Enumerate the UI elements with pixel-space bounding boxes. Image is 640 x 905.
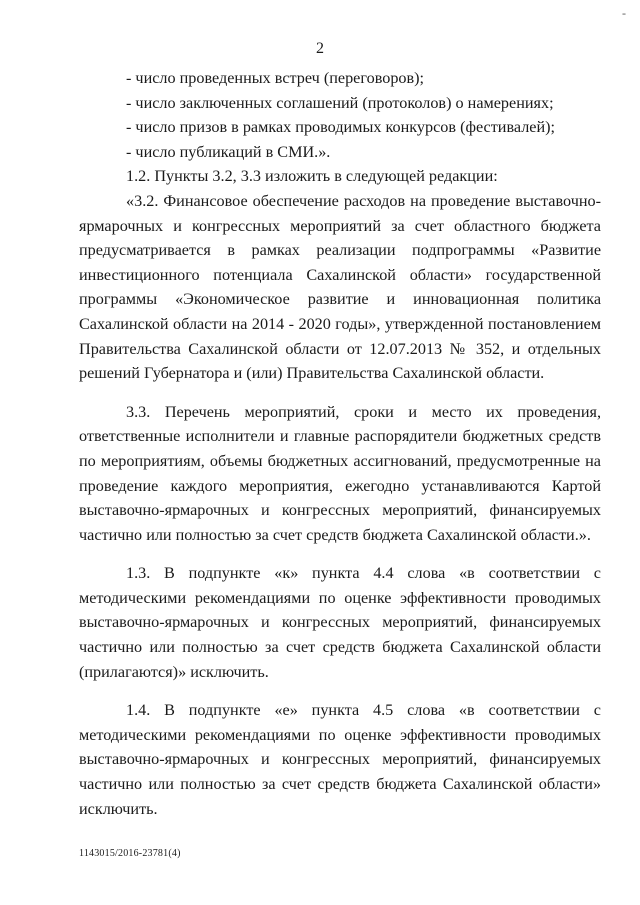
list-item: - число заключенных соглашений (протоколов) о намерениях; (126, 93, 554, 112)
paragraph-3-2: «3.2. Финансовое обеспечение расходов на проведение выставочно-ярмарочных и конгрессных мероприятий за счет областного бюджета предусматривается в рамках реализации подпрограммы «Развитие инвестиционного потенциала Сахалинской области» государственной программы «Экономическое развитие и инновационная политика Сахалинской области на 2014 - 2020 годы», утвержденной постановлением Правительства Сахалинской области от 12.07.2013 № 352, и отдельных решений Губернатора и (или) Правительства Сахалинской области. (79, 191, 601, 383)
page-number: 2 (316, 40, 324, 57)
document-code: 1143015/2016-23781(4) (79, 848, 181, 859)
document-body (79, 66, 601, 821)
list-item: - число призов в рамках проводимых конкурсов (фестивалей); (126, 118, 556, 137)
paragraph-1-2: 1.2. Пункты 3.2, 3.3 изложить в следующей редакции: (126, 167, 498, 186)
corner-mark: - (622, 6, 626, 20)
paragraph-1-3: 1.3. В подпункте «к» пункта 4.4 слова «в соответствии с методическими рекомендациями по оценке эффективности проводимых выставочно-ярмарочных и конгрессных мероприятий, финансируемых частично или полностью за счет средств бюджета Сахалинской области (прилагаются)» исключить. (79, 564, 601, 681)
paragraph-1-4: 1.4. В подпункте «е» пункта 4.5 слова «в соответствии с методическими рекомендациями по оценке эффективности проводимых выставочно-ярмарочных и конгрессных мероприятий, финансируемых частично или полностью за счет средств бюджета Сахалинской области» исключить. (79, 701, 601, 818)
paragraph-3-3: 3.3. Перечень мероприятий, сроки и место их проведения, ответственные исполнители и главные распорядители бюджетных средств по мероприятиям, объемы бюджетных ассигнований, предусмотренные на проведение каждого мероприятия, ежегодно устанавливаются Картой выставочно-ярмарочных и конгрессных мероприятий, финансируемых частично или полностью за счет средств бюджета Сахалинской области.». (79, 402, 601, 544)
list-item: - число публикаций в СМИ.». (126, 142, 331, 161)
list-item: - число проведенных встреч (переговоров); (126, 69, 425, 87)
